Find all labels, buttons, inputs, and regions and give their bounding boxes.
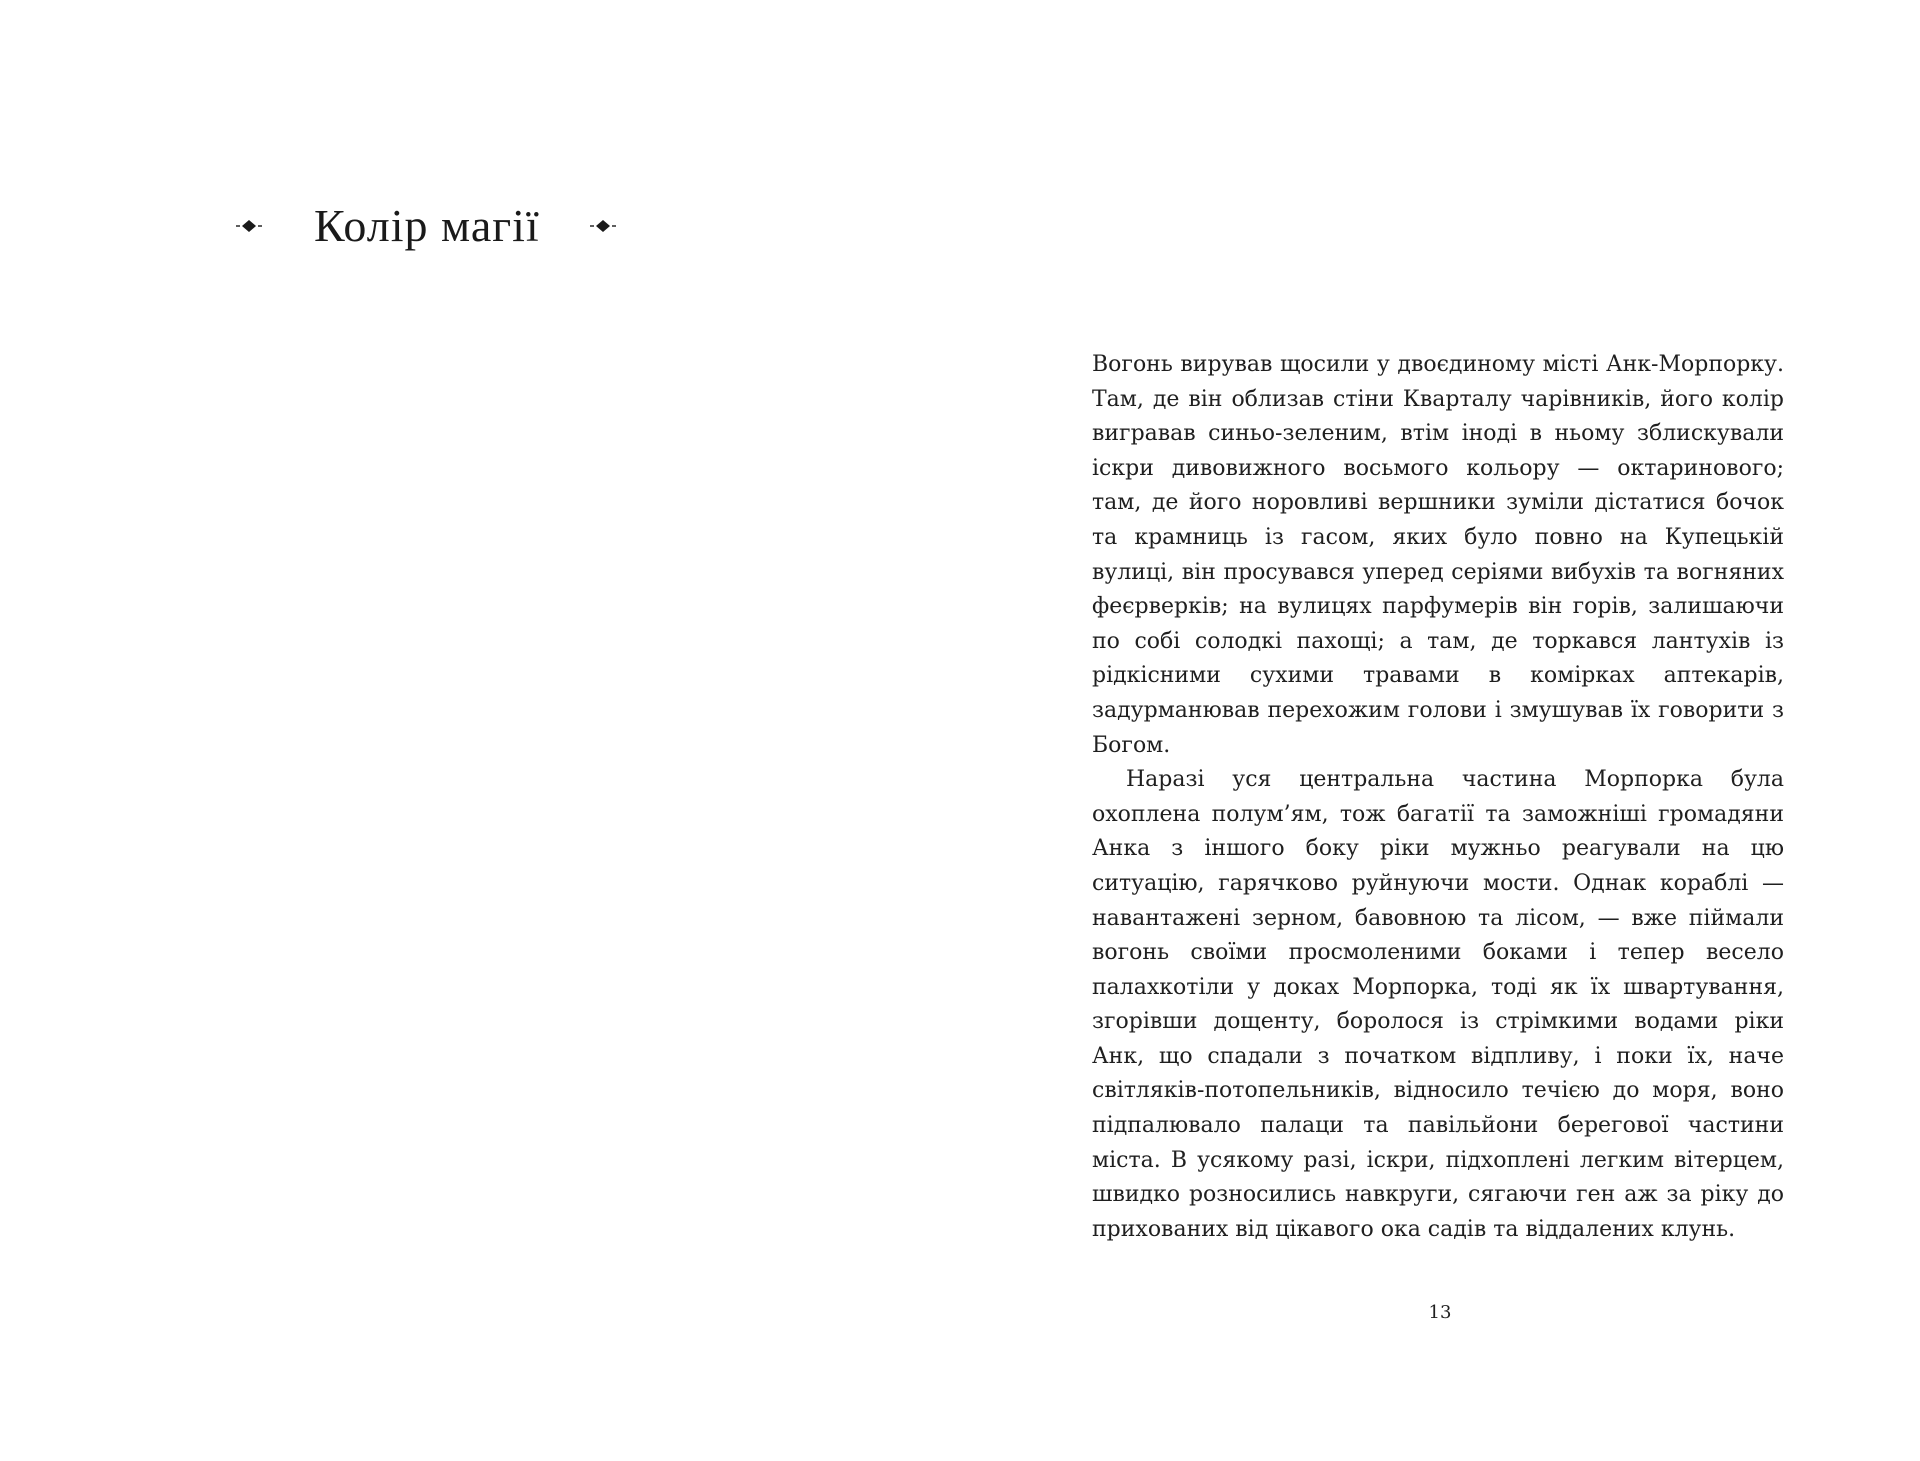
chapter-heading — [236, 196, 616, 256]
body-text — [1092, 348, 1784, 1247]
paragraph: Вогонь вирував щосили у двоєдиному місті Анк-Морпорку. Там, де він облизав стіни Кварталу чарівників, його колір вигравав синьо-зеленим, втім іноді в ньому зблискували іскри дивовижного восьмого кольору — октаринового; там, де його норовливі вершники зуміли дістатися бочок та крамниць із гасом, яких було повно на Купецькій вулиці, він просувався уперед серіями вибухів та вогняних феєрверків; на вулицях парфумерів він горів, залишаючи по собі солодкі пахощі; а там, де торкався лантухів із рідкісними сухими травами в комірках аптекарів, задурманював перехожим голови і змушував їх говорити з Богом. — [1092, 352, 1784, 758]
chapter-title: Колір магії — [314, 200, 540, 251]
diamond-ornament-icon — [236, 219, 262, 233]
paragraph: Наразі уся центральна частина Морпорка була охоплена полум’ям, тож багатії та заможніші громадяни Анка з іншого боку ріки мужньо реагували на цю ситуацію, гарячково руйнуючи мости. Однак кораблі — навантажені зерном, бавовною та лісом, — вже піймали вогонь своїми просмоленими боками і тепер весело палахкотіли у доках Морпорка, тоді як їх швартування, згорівши дощенту, боролося із стрімкими водами ріки Анк, що спадали з початком відпливу, і поки їх, наче світляків-потопельників, відносило течією до моря, воно підпалювало палаци та павільйони берегової частини міста. В усякому разі, іскри, підхоплені легким вітерцем, швидко розносились навкруги, сягаючи ген аж за ріку до прихованих від цікавого ока садів та віддалених клунь. — [1092, 767, 1784, 1242]
diamond-ornament-icon — [590, 219, 616, 233]
page-number: 13 — [1428, 1302, 1452, 1323]
